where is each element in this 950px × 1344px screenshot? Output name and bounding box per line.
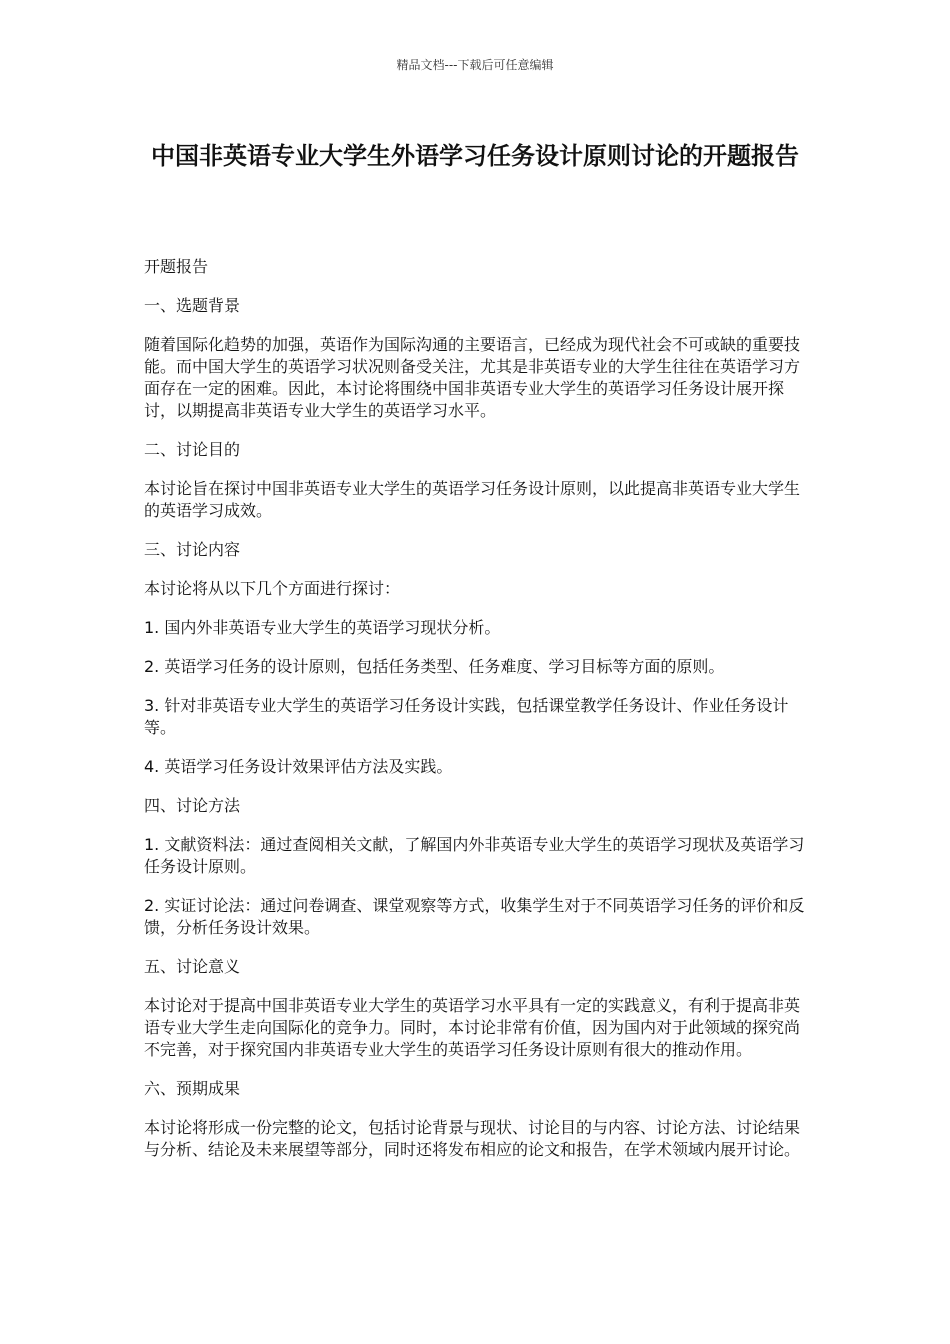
document-title: 中国非英语专业大学生外语学习任务设计原则讨论的开题报告 bbox=[151, 142, 799, 170]
paragraph: 本讨论对于提高中国非英语专业大学生的英语学习水平具有一定的实践意义，有利于提高非英语专业大学生走向国际化的竞争力。同时，本讨论非常有价值，因为国内对于此领域的探究尚不完善，对于探究国内非英语专业大学生的英语学习任务设计原则有很大的推动作用。 bbox=[144, 996, 801, 1059]
section-heading: 二、讨论目的 bbox=[144, 440, 241, 459]
list-item: 2. 实证讨论法：通过问卷调查、课堂观察等方式，收集学生对于不同英语学习任务的评价和反馈，分析任务设计效果。 bbox=[144, 896, 805, 937]
list-item: 4. 英语学习任务设计效果评估方法及实践。 bbox=[144, 757, 453, 776]
list-item: 3. 针对非英语专业大学生的英语学习任务设计实践，包括课堂教学任务设计、作业任务设计等。 bbox=[144, 696, 789, 737]
list-item: 1. 国内外非英语专业大学生的英语学习现状分析。 bbox=[144, 618, 501, 637]
list-item: 1. 文献资料法：通过查阅相关文献，了解国内外非英语专业大学生的英语学习现状及英语学习任务设计原则。 bbox=[144, 835, 805, 876]
document-body bbox=[144, 256, 806, 1178]
paragraph: 随着国际化趋势的加强，英语作为国际沟通的主要语言，已经成为现代社会不可或缺的重要技能。而中国大学生的英语学习状况则备受关注，尤其是非英语专业的大学生往往在英语学习方面存在一定的困难。因此，本讨论将围绕中国非英语专业大学生的英语学习任务设计展开探讨，以期提高非英语专业大学生的英语学习水平。 bbox=[144, 335, 801, 420]
paragraph: 本讨论将从以下几个方面进行探讨： bbox=[144, 579, 401, 598]
paragraph: 本讨论旨在探讨中国非英语专业大学生的英语学习任务设计原则，以此提高非英语专业大学生的英语学习成效。 bbox=[144, 479, 801, 520]
section-heading: 五、讨论意义 bbox=[144, 957, 241, 976]
section-heading: 三、讨论内容 bbox=[144, 540, 241, 559]
list-item: 2. 英语学习任务的设计原则，包括任务类型、任务难度、学习目标等方面的原则。 bbox=[144, 657, 725, 676]
section-heading: 开题报告 bbox=[144, 257, 209, 276]
section-heading: 四、讨论方法 bbox=[144, 796, 241, 815]
paragraph: 本讨论将形成一份完整的论文，包括讨论背景与现状、讨论目的与内容、讨论方法、讨论结果与分析、结论及未来展望等部分，同时还将发布相应的论文和报告，在学术领域内展开讨论。 bbox=[144, 1118, 801, 1159]
section-heading: 一、选题背景 bbox=[144, 296, 241, 315]
section-heading: 六、预期成果 bbox=[144, 1079, 241, 1098]
header-note: 精品文档---下载后可任意编辑 bbox=[396, 58, 554, 72]
